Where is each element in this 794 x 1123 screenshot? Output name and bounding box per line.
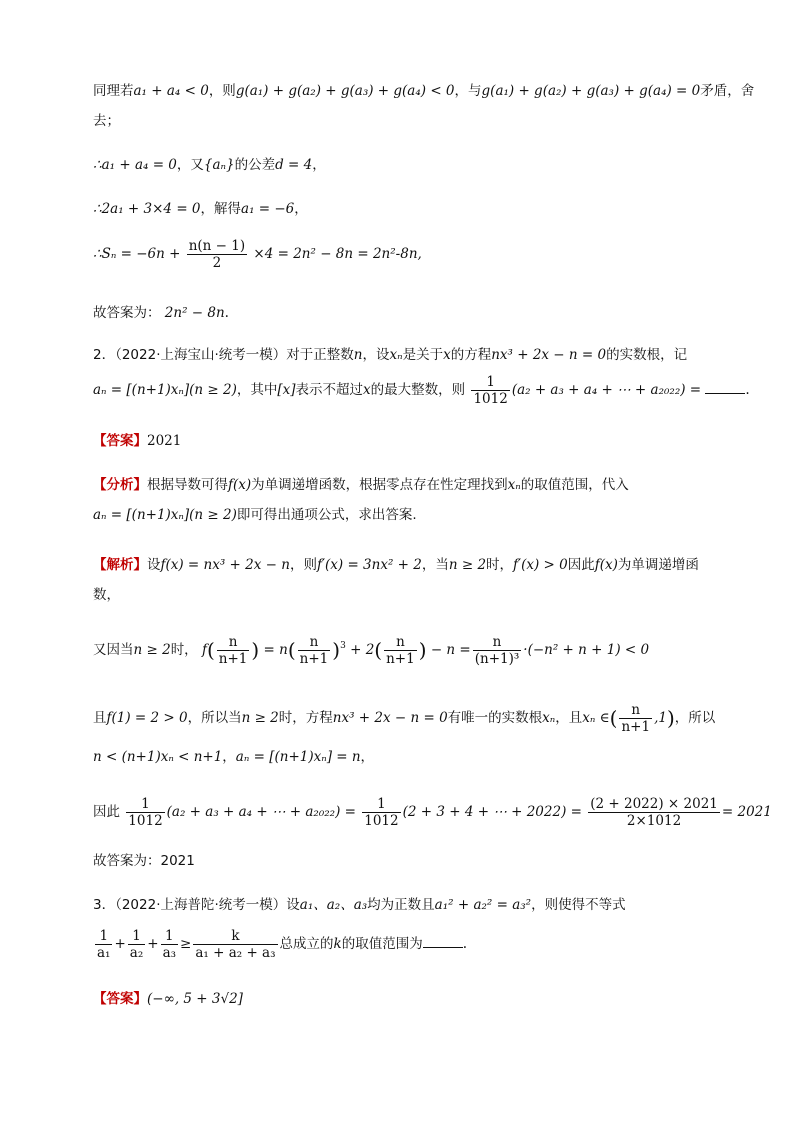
question-2-line-2: aₙ = [(n+1)xₙ](n ≥ 2)，其中[x]表示不超过x的最大整数，则 $\frac{1}{1012}$ (a₂ + a₃ + a₄ + ⋯ + a₂₀₂₂) = . [93,374,750,407]
fraction: $\frac{k}{\text{a₁ + a₂ + a₃}}$ [195,928,276,961]
answer-line: 【答案】2021 [93,433,182,449]
fraction: $\frac{1}{\text{a₂}}$ [129,928,144,961]
fraction: $\frac{n}{n+1}$ [218,634,248,667]
text-line: 去； [93,113,120,129]
text-line: 同理若a₁ + a₄ < 0，则g(a₁) + g(a₂) + g(a₃) + g(a₄) < 0，与g(a₁) + g(a₂) + g(a₃) + g(a₄) = 0矛盾，舍 [93,83,755,99]
fraction: $\frac{n}{\text{(n+1)³}}$ [474,634,520,667]
fraction: $\frac{(2 + 2022) \times 2021}{2\times 1012}$ [590,796,718,829]
fraction: $\frac{1}{1012}$ [128,796,163,829]
solution-line-3: 又因当n ≥ 2时， f( $\frac{n}{n+1}$ ) = n( $\frac{n}{n+1}$ )$^3$ + 2( $\frac{n}{n+1}$ ) − n = $\frac{n}{\text{(n+1)³}}$ ·(−n² + n + 1) < 0 [93,634,650,667]
solution-line-6: 因此 $\frac{1}{1012}$ (a₂ + a₃ + a₄ + ⋯ + a₂₀₂₂) = $\frac{1}{1012}$ (2 + 3 + 4 + ⋯ + 2022) = $\frac{(2 + 2022) \times 2021}{2\times 1012}$ = 2021 [93,796,772,829]
solution-line: 【解析】设f(x) = nx³ + 2x − n，则f′(x) = 3nx² + 2，当n ≥ 2时，f′(x) > 0因此f(x)为单调递增函 [93,557,699,573]
solution-line-5: n < (n+1)xₙ < n+1，aₙ = [(n+1)xₙ] = n， [93,749,375,765]
text-line: 故答案为：2021 [93,853,195,869]
fraction: $\frac{n}{n+1}$ [386,634,415,667]
solution-line-4: 且f(1) = 2 > 0，所以当n ≥ 2时，方程nx³ + 2x − n = 0有唯一的实数根xₙ，且xₙ ∈( $\frac{n}{n+1}$ ,1)，所以 [93,702,716,735]
analysis-line: 【分析】根据导数可得f(x)为单调递增函数，根据零点存在性定理找到xₙ的取值范围，代入 [93,477,629,493]
text-line: ∴a₁ + a₄ = 0，又{aₙ}的公差d = 4， [93,157,326,173]
solution-line-2: 数， [93,587,120,603]
fraction: $\frac{1}{\text{a₁}}$ [97,928,111,961]
formula-line: ∴Sₙ = −6n + $\frac{n(n - 1)}{2}$ ×4 = 2n² − 8n = 2n²-8n, [93,238,422,271]
text-line: ∴2a₁ + 3×4 = 0，解得a₁ = −6， [93,201,308,217]
fraction: $\frac{n(n - 1)}{2}$ [188,238,246,271]
question-2: 2．（2022·上海宝山·统考一模）对于正整数n，设xₙ是关于x的方程nx³ + 2x − n = 0的实数根，记 [93,347,688,363]
question-3-line-2: $\frac{1}{\text{a₁}}$ + $\frac{1}{\text{a₂}}$ + $\frac{1}{\text{a₃}}$ ≥ $\frac{k}{\text{a₁ + a₂ + a₃}}$ 总成立的k的取值范围为 . [97,928,467,961]
answer-blank[interactable] [705,393,745,394]
answer-blank[interactable] [423,947,463,948]
fraction: $\frac{n}{n+1}$ [621,702,651,735]
question-3: 3．（2022·上海普陀·统考一模）设a₁、a₂、a₃均为正数且a₁² + a₂² = a₃²，则使得不等式 [93,897,626,913]
answer-line: 【答案】(−∞, 5 + 3√2] [93,991,243,1007]
fraction: $\frac{1}{\text{a₃}}$ [162,928,177,961]
analysis-line-2: aₙ = [(n+1)xₙ](n ≥ 2)即可得出通项公式，求出答案. [93,507,417,523]
text-line: 故答案为： 2n² − 8n. [93,305,229,321]
fraction: $\frac{1}{1012}$ [364,796,399,829]
fraction: $\frac{n}{n+1}$ [299,634,329,667]
fraction: $\frac{1}{1012}$ [473,374,508,407]
